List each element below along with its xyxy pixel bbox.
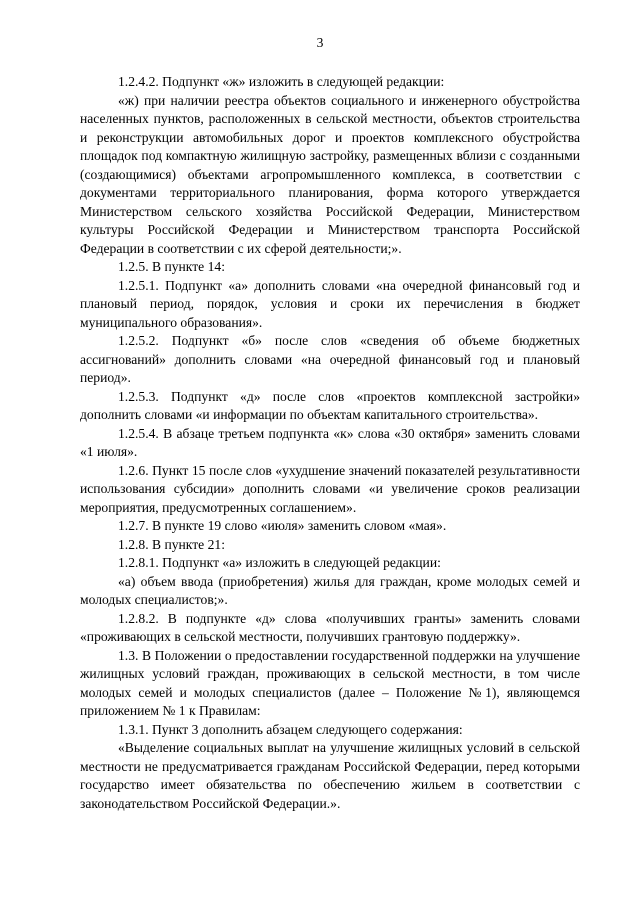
paragraph-1-3-1: 1.3.1. Пункт 3 дополнить абзацем следующего содержания:: [118, 721, 463, 737]
paragraph-1-2-8-1: 1.2.8.1. Подпункт «а» изложить в следующей редакции:: [118, 555, 441, 570]
paragraph-subitem-a-text: «а) объем ввода (приобретения) жилья для граждан, кроме молодых семей и молодых специалистов;».: [80, 573, 580, 607]
paragraph-1-3: 1.3. В Положении о предоставлении государственной поддержки на улучшение жилищных условий граждан, проживающих в сельской местности, в том числе молодых семей и молодых специалистов (далее – Положение №1), являющемся приложением № 1 к Правилам:: [80, 647, 580, 718]
paragraph-1-2-8-2: 1.2.8.2. В подпункте «д» слова «получивших гранты» заменить словами «проживающих в сельской местности, получивших грантовую поддержку».: [80, 610, 580, 644]
paragraph-1-2-6: 1.2.6. Пункт 15 после слов «ухудшение значений показателей результативности использования субсидии» дополнить словами «и увеличение сроков реализации мероприятия, предусмотренных соглашением».: [80, 462, 580, 515]
paragraph-1-2-5-3: 1.2.5.3. Подпункт «д» после слов «проектов комплексной застройки» дополнить словами «и информации по объектам капитального строительства».: [80, 388, 580, 422]
document-body: [80, 73, 580, 813]
paragraph-1-2-5-1: 1.2.5.1. Подпункт «а» дополнить словами «на очередной финансовый год и плановый период, порядок, условия и сроки их перечисления в бюджет муниципального образования».: [80, 277, 580, 330]
paragraph-1-2-5: 1.2.5. В пункте 14:: [118, 259, 225, 274]
paragraph-1-2-5-4: 1.2.5.4. В абзаце третьем подпункта «к» слова «30 октября» заменить словами «1 июля».: [80, 425, 580, 459]
page-number: 3: [316, 35, 324, 50]
paragraph-1-2-4-2: 1.2.4.2. Подпункт «ж» изложить в следующей редакции:: [118, 74, 445, 89]
paragraph-1-2-8: 1.2.8. В пункте 21:: [118, 536, 225, 552]
paragraph-1-2-7: 1.2.7. В пункте 19 слово «июля» заменить словом «мая».: [118, 518, 447, 533]
paragraph-subitem-zh-text: «ж) при наличии реестра объектов социального и инженерного обустройства населенных пунктов, расположенных в сельской местности, объектов строительства и реконструкции автомобильных дорог и проектов комплексного обустройства площадок под компактную жилищную застройку, размещенных вблизи с созданными (создающимися) объектами агропромышленного комплекса, в соответствии с документами территориального планирования, форма которого утверждается Министерством сельского хозяйства Российской Федерации, Министерством культуры Российской Федерации и Министерством транспорта Российской Федерации в соответствии с их сферой деятельности;».: [80, 92, 580, 256]
paragraph-new-abzac-text: «Выделение социальных выплат на улучшение жилищных условий в сельской местности не предусматривается гражданам Российской Федерации, перед которыми государство имеет обязательства по обеспечению жильем в соответствии с законодательством Российской Федерации.».: [80, 740, 580, 811]
paragraph-1-2-5-2: 1.2.5.2. Подпункт «б» после слов «сведения об объеме бюджетных ассигнований» дополнить словами «на очередной финансовый год и плановый период».: [80, 333, 580, 385]
